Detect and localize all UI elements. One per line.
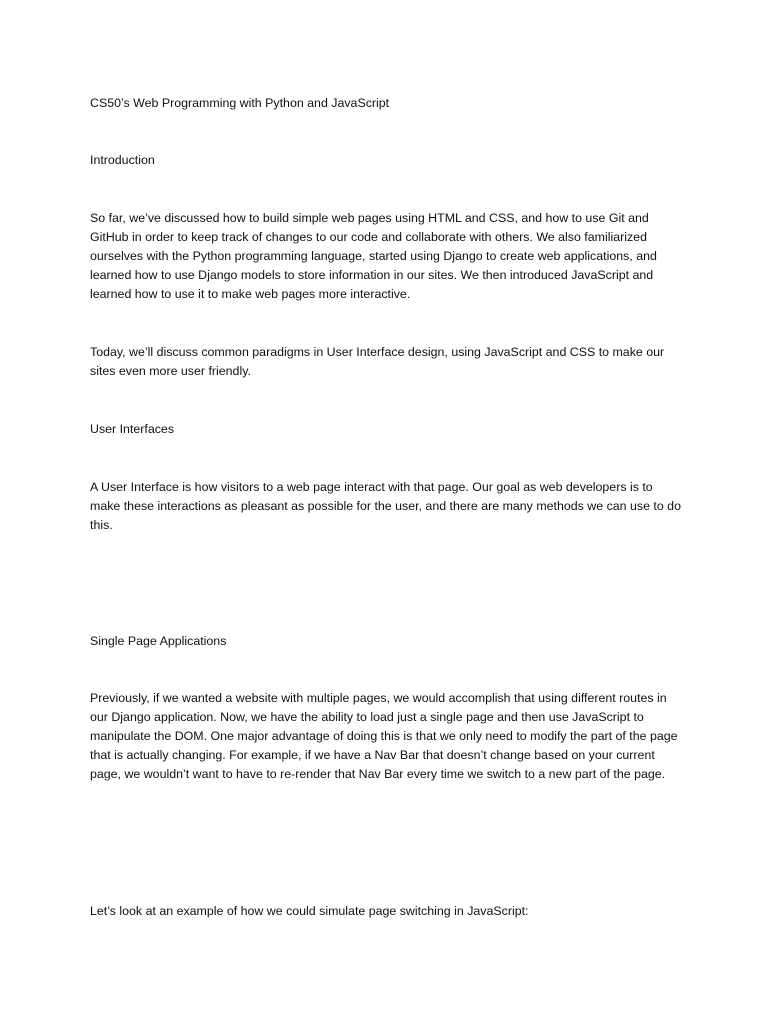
user-interfaces-heading: User Interfaces [90,422,175,436]
example-intro: Let’s look at an example of how we could simulate page switching in JavaScript: [90,904,529,918]
single-page-applications-paragraph: Previously, if we wanted a website with multiple pages, we would accomplish that using different routes in our Django application. Now, we have the ability to load just a single page and then use JavaScript to manipulate the DOM. One major advantage of doing this is that we only need to modify the part of the page that is actually changing. For example, if we have a Nav Bar that doesn’t change based on your current page, we wouldn’t want to have to re-render that Nav Bar every time we switch to a new part of the page. [90,691,678,782]
introduction-heading: Introduction [90,153,155,167]
intro-paragraph-1: So far, we’ve discussed how to build simple web pages using HTML and CSS, and how to use Git and GitHub in order to keep track of changes to our code and collaborate with others. We also familiarized ourselves with the Python programming language, started using Django to create web applications, and learned how to use Django models to store information in our sites. We then introduced JavaScript and learned how to use it to make web pages more interactive. [90,211,657,302]
user-interfaces-paragraph: A User Interface is how visitors to a web page interact with that page. Our goal as web developers is to make these interactions as pleasant as possible for the user, and there are many methods we can use to do this. [90,480,681,533]
intro-paragraph-2: Today, we’ll discuss common paradigms in User Interface design, using JavaScript and CSS to make our sites even more user friendly. [90,345,665,379]
document-title: CS50’s Web Programming with Python and JavaScript [90,96,390,110]
single-page-applications-heading: Single Page Applications [90,634,227,648]
